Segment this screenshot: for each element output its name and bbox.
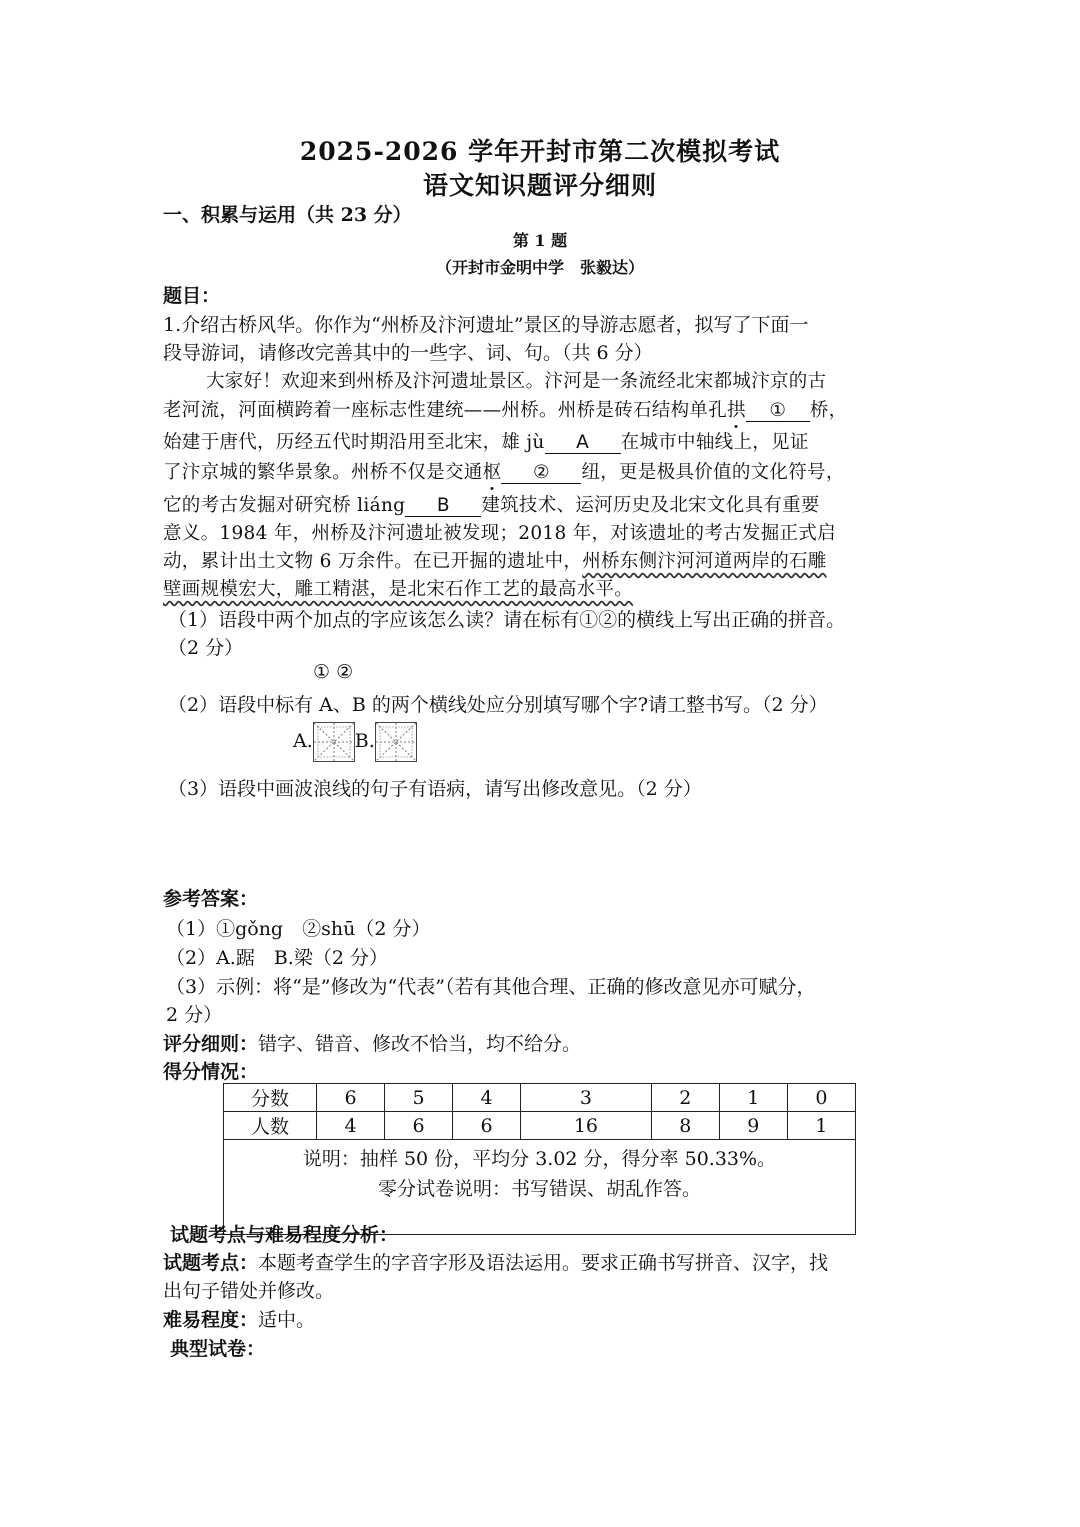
section-heading: 一、积累与运用（共 23 分） [163,204,412,226]
typical-paper-label: 典型试卷： [170,1338,266,1360]
difficulty-text: 适中。 [258,1309,316,1331]
blank-b: B [405,497,481,517]
passage-text: 在城市中轴线上，见证 [620,432,809,453]
passage-text: 始建于唐代，历经五代时期沿用至北宋，雄 jù [163,432,545,453]
passage-text: 它的考古发掘对研究桥 liáng [163,495,406,516]
answer-3-cont: 2 分） [166,1004,223,1026]
analysis-point-line-1 [163,1248,828,1275]
dotted-char-gong: 拱 [727,396,746,422]
count-cell: 9 [719,1112,787,1140]
row-header-scores: 分数 [224,1084,317,1112]
sub-question-1: （1）语段中两个加点的字应该怎么读？请在标有①②的横线上写出正确的拼音。 [168,609,846,631]
sub-question-3: （3）语段中画波浪线的句子有语病，请写出修改意见。（2 分） [168,778,702,800]
box-b-label: B. [354,730,375,752]
count-cell: 8 [651,1112,719,1140]
score-cell: 2 [651,1084,719,1112]
question-label: 题目： [163,285,221,307]
analysis-point-text: 本题考查学生的字音字形及语法运用。要求正确书写拼音、汉字，找 [258,1252,829,1274]
passage-line-5 [163,491,820,517]
score-situation-label: 得分情况： [163,1061,259,1083]
sub-question-2: （2）语段中标有 A、B 的两个横线处应分别填写哪个字?请工整书写。（2 分） [168,694,828,716]
box-a-label: A. [293,730,313,752]
score-cell: 4 [453,1084,521,1112]
score-cell: 1 [719,1084,787,1112]
question-number: 第 1 题 [512,231,568,250]
scoring-rule-label: 评分细则： [163,1033,259,1055]
passage-line-1: 大家好！欢迎来到州桥及汴河遗址景区。汴河是一条流经北宋都城汴京的古 [206,371,827,392]
count-cell: 16 [521,1112,652,1140]
passage-line-4 [163,458,845,484]
score-cell: 3 [521,1084,652,1112]
document-subtitle: 语文知识题评分细则 [422,171,657,200]
passage-text: 老河流，河面横跨着一座标志性建统——州桥。州桥是砖石结构单孔 [163,400,728,421]
wavy-sentence-part-2: 壁画规模宏大，雕工精湛，是北宋石作工艺的最高水平。 [163,579,634,600]
scoring-rule [163,1029,581,1056]
passage-line-2 [163,396,847,422]
scoring-rule-text: 错字、错音、修改不恰当，均不给分。 [258,1033,582,1055]
table-note-2: 零分试卷说明：书写错误、胡乱作答。 [377,1178,701,1200]
tian-grid-box-a [313,722,355,762]
count-cell: 4 [317,1112,385,1140]
sub-question-1-points: （2 分） [168,637,244,659]
analysis-point-label: 试题考点： [163,1252,259,1274]
blank-2: ② [501,464,581,484]
score-cell: 5 [385,1084,453,1112]
tian-grid-box-b [375,722,417,762]
passage-text: 建筑技术、运河历史及北宋文化具有重要 [481,495,820,516]
answer-3: （3）示例：将“是”修改为“代表”（若有其他合理、正确的修改意见亦可赋分， [166,976,816,998]
wavy-sentence-part-1: 州桥东侧汴河河道两岸的石雕 [582,551,827,572]
answer-1: （1）①gǒng ②shū（2 分） [166,918,431,940]
passage-text: 纽，更是极具价值的文化符号， [581,462,845,483]
passage-line-8 [163,575,633,601]
document-title: 2025-2026 学年开封市第二次模拟考试 [299,137,781,166]
blank-a: A [545,434,621,454]
score-table [223,1083,856,1235]
row-header-counts: 人数 [224,1112,317,1140]
blank-1: ① [746,402,810,422]
table-row-counts [224,1112,856,1140]
difficulty-line [163,1305,315,1332]
question-author: （开封市金明中学 张毅达） [435,258,644,277]
analysis-point-line-2: 出句子错处并修改。 [163,1280,335,1302]
score-cell: 0 [787,1084,855,1112]
passage-text: 桥， [809,400,848,421]
table-row-scores [224,1084,856,1112]
writing-boxes [293,722,417,762]
passage-text: 动，累计出土文物 6 万余件。在已开掘的遗址中， [163,551,583,572]
passage-line-7 [163,547,827,573]
passage-line-6: 意义。1984 年，州桥及汴河遗址被发现；2018 年，对该遗址的考古发掘正式启 [163,523,836,544]
dotted-char-shu: 枢 [483,458,502,484]
difficulty-label: 难易程度： [163,1309,259,1331]
score-cell: 6 [317,1084,385,1112]
answer-2: （2）A.踞 B.梁（2 分） [166,947,388,969]
question-intro-line-2: 段导游词，请修改完善其中的一些字、词、句。（共 6 分） [163,342,653,364]
sub-question-1-marks: ① ② [313,661,354,683]
table-note-1: 说明：抽样 50 份，平均分 3.02 分，得分率 50.33%。 [302,1148,777,1170]
passage-line-3 [163,428,809,454]
count-cell: 6 [453,1112,521,1140]
count-cell: 6 [385,1112,453,1140]
count-cell: 1 [787,1112,855,1140]
answer-label: 参考答案： [163,888,259,910]
question-intro-line-1: 1.介绍古桥风华。你作为“州桥及汴河遗址”景区的导游志愿者，拟写了下面一 [163,314,809,336]
passage-text: 了汴京城的繁华景象。州桥不仅是交通 [163,462,483,483]
analysis-heading: 试题考点与难易程度分析： [170,1224,399,1246]
